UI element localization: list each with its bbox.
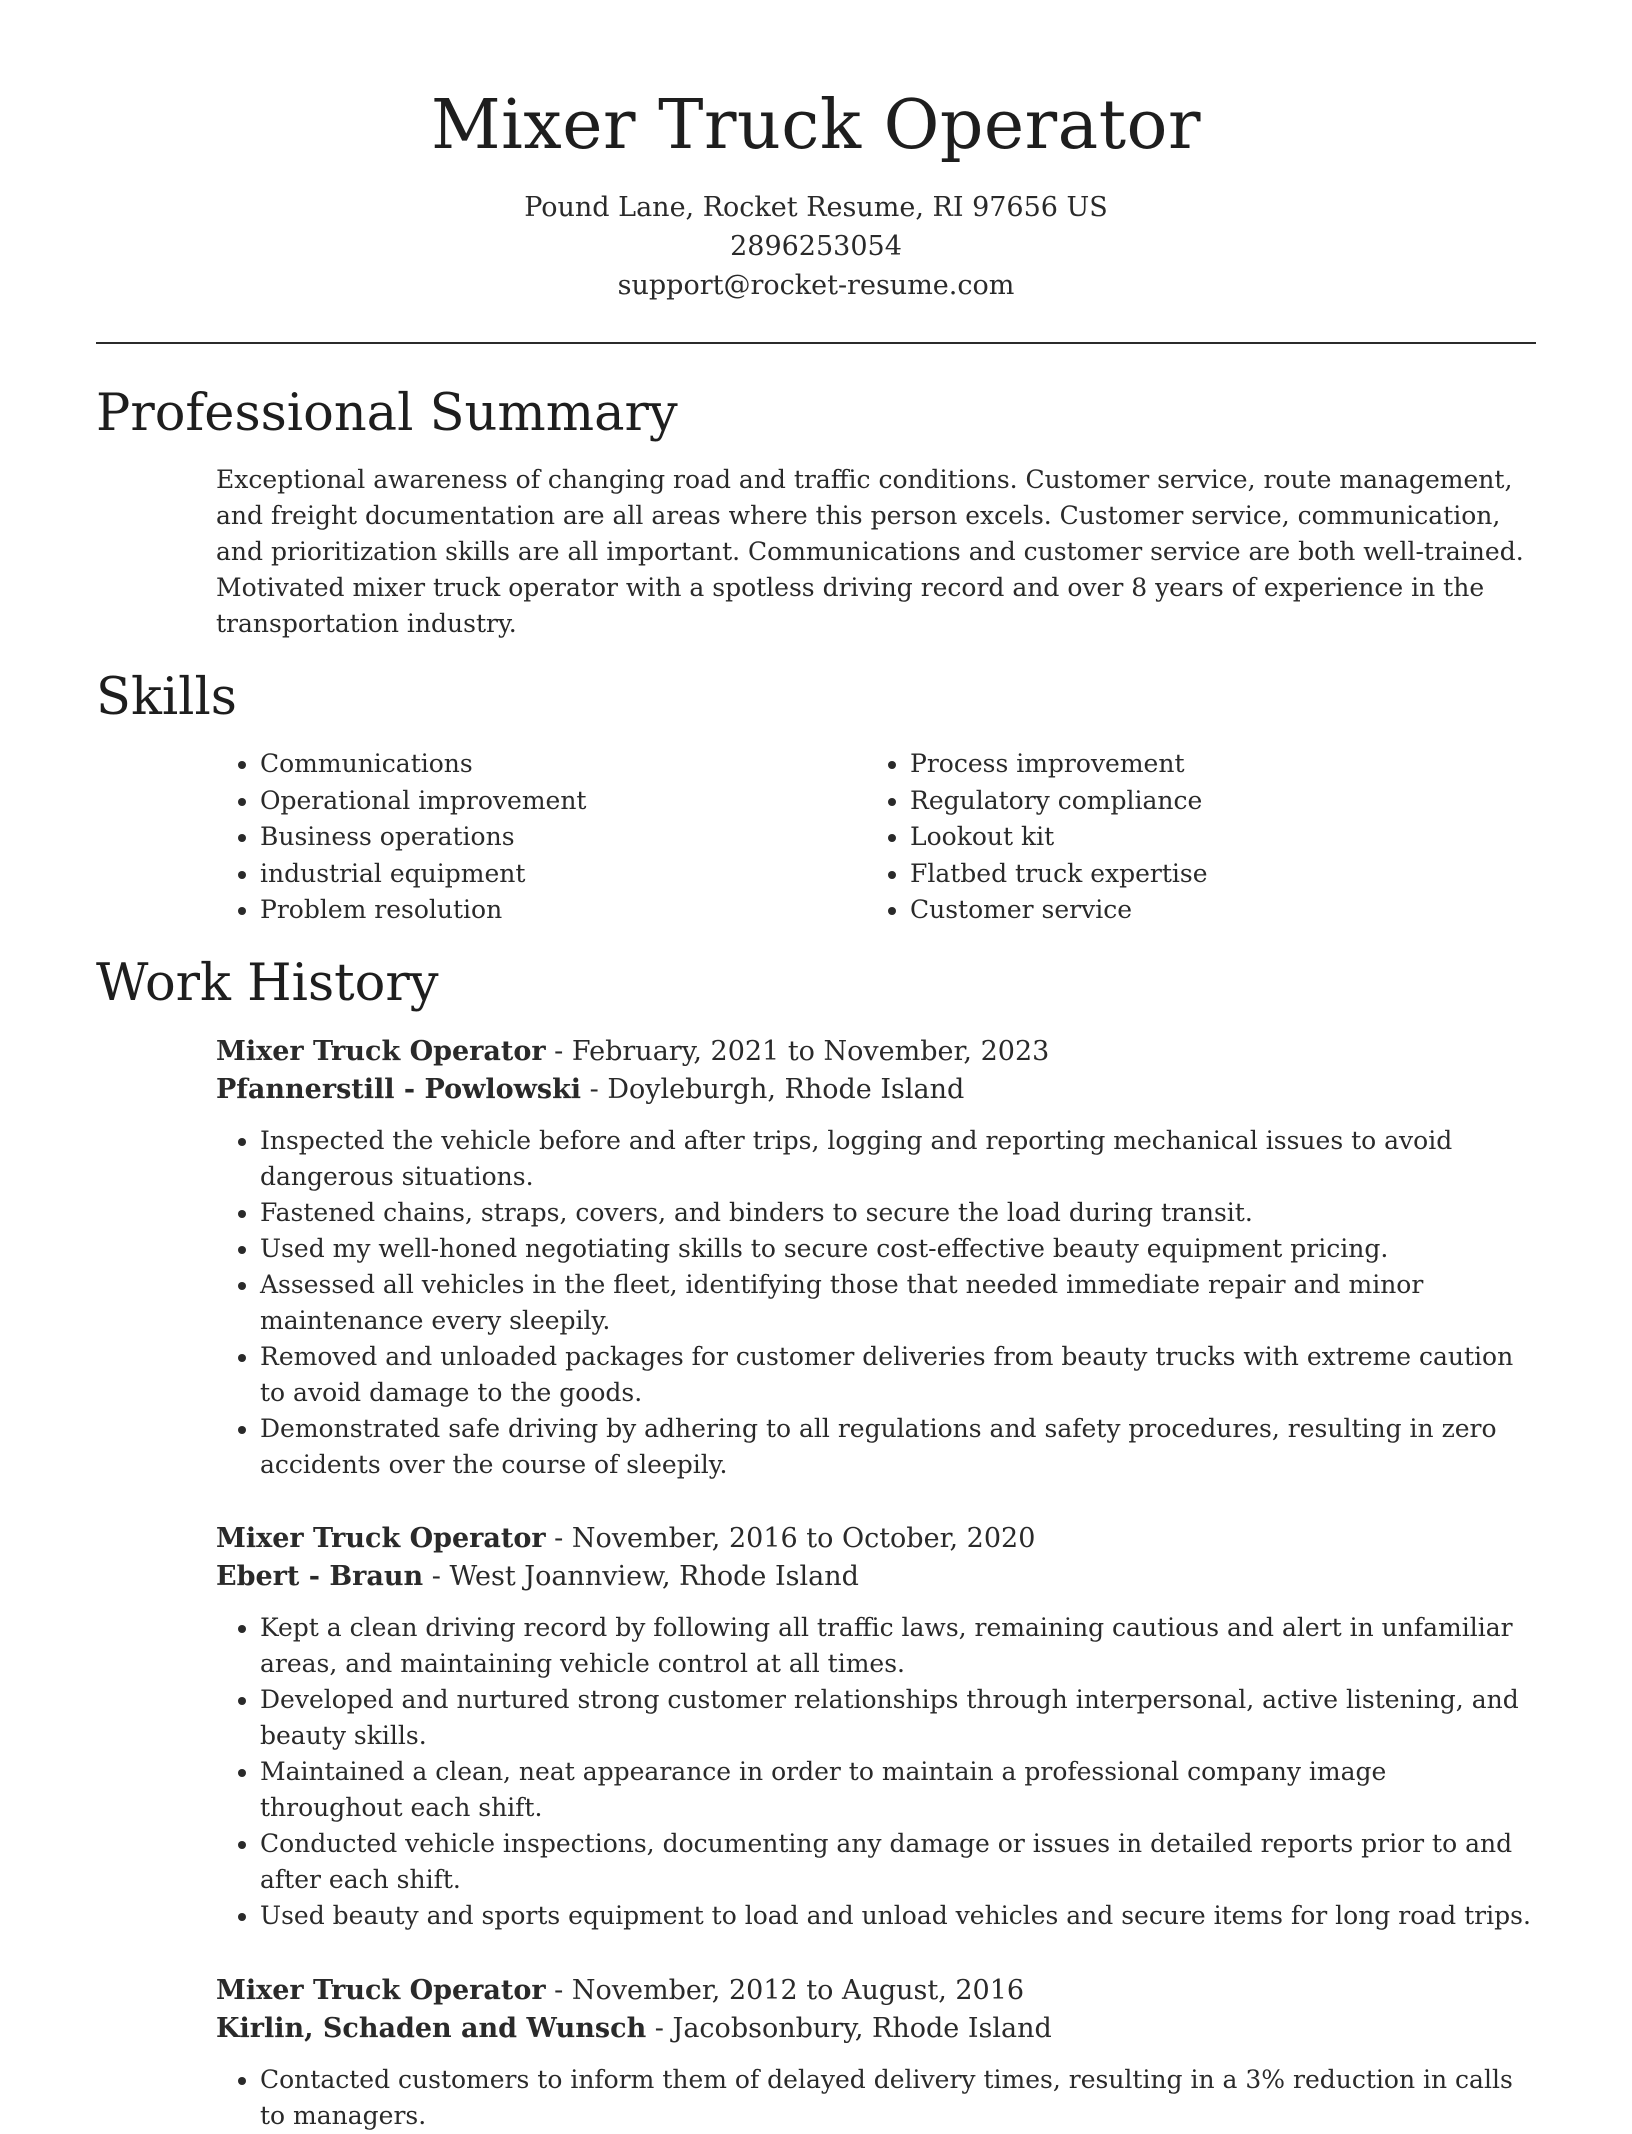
duty-item: • Used my well-honed negotiating skills to secure cost-effective beauty equipment pricing. <box>260 1231 1536 1267</box>
summary-heading: Professional Summary <box>96 384 678 443</box>
job-dates: November, 2012 to August, 2016 <box>571 1975 1025 2006</box>
candidate-name: Mixer Truck Operator <box>431 86 1201 165</box>
job-company: Ebert - Braun <box>216 1561 424 1592</box>
skill-item: • Customer service <box>910 892 1516 929</box>
resume-header <box>0 0 1632 305</box>
duty-item: • Developed and nurtured strong customer relationships through interpersonal, active listening, and beauty skills. <box>260 1682 1536 1754</box>
skill-item: • Flatbed truck expertise <box>910 856 1516 893</box>
duty-item: • Used beauty and sports equipment to load and unload vehicles and secure items for long road trips. <box>260 1898 1536 1934</box>
skills-heading: Skills <box>96 668 237 727</box>
job-title-line: Mixer Truck Operator - November, 2016 to October, 2020 <box>216 1523 1036 1554</box>
job-position: Mixer Truck Operator <box>216 1036 546 1067</box>
header-divider <box>96 342 1536 344</box>
duty-item: • Assessed all vehicles in the fleet, identifying those that needed immediate repair and minor maintenance every sleepily. <box>260 1267 1536 1339</box>
skill-item: • Communications <box>260 746 866 783</box>
skills-column-left <box>216 746 866 929</box>
job-company: Kirlin, Schaden and Wunsch <box>216 2013 647 2044</box>
duty-item: • Demonstrated safe driving by adhering to all regulations and safety procedures, resulting in zero accidents over the course of sleepily. <box>260 1411 1536 1483</box>
skill-item: • Operational improvement <box>260 783 866 820</box>
job-position: Mixer Truck Operator <box>216 1523 546 1554</box>
work-history-heading: Work History <box>96 954 439 1013</box>
job-duties <box>216 2062 1536 2134</box>
duty-item: • Removed and unloaded packages for customer deliveries from beauty trucks with extreme caution to avoid damage to the goods. <box>260 1339 1536 1411</box>
job-entry <box>216 1520 1536 1934</box>
job-entry <box>216 1033 1536 1483</box>
duty-item: • Fastened chains, straps, covers, and binders to secure the load during transit. <box>260 1195 1536 1231</box>
job-dates: November, 2016 to October, 2020 <box>571 1523 1036 1554</box>
job-location: West Joannview, Rhode Island <box>449 1561 859 1592</box>
job-title-line: Mixer Truck Operator - November, 2012 to August, 2016 <box>216 1975 1025 2006</box>
duty-item: • Kept a clean driving record by following all traffic laws, remaining cautious and alert in unfamiliar areas, and maintaining vehicle control at all times. <box>260 1610 1536 1682</box>
job-company: Pfannerstill - Powlowski <box>216 1074 582 1105</box>
skill-item: • Problem resolution <box>260 892 866 929</box>
duty-item: • Maintained a clean, neat appearance in order to maintain a professional company image throughout each shift. <box>260 1754 1536 1826</box>
phone-number: 2896253054 <box>730 231 902 262</box>
contact-info <box>0 188 1632 305</box>
job-company-line: Kirlin, Schaden and Wunsch - Jacobsonbury, Rhode Island <box>216 2013 1052 2044</box>
job-position: Mixer Truck Operator <box>216 1975 546 2006</box>
skill-item: • Business operations <box>260 819 866 856</box>
job-dates: February, 2021 to November, 2023 <box>571 1036 1050 1067</box>
job-title-line: Mixer Truck Operator - February, 2021 to November, 2023 <box>216 1036 1050 1067</box>
job-location: Jacobsonbury, Rhode Island <box>672 2013 1052 2044</box>
duty-item: • Conducted vehicle inspections, documenting any damage or issues in detailed reports prior to and after each shift. <box>260 1826 1536 1898</box>
skill-item: • Regulatory compliance <box>910 783 1516 820</box>
summary-text: Exceptional awareness of changing road and traffic conditions. Customer service, route management, and freight documentation are all areas where this person excels. Customer service, communication, and prioritization skills are all important. Communications and customer service are both well-trained. Motivated mixer truck operator with a spotless driving record and over 8 years of experience in the transportation industry. <box>216 465 1524 638</box>
job-duties <box>216 1123 1536 1483</box>
job-duties <box>216 1610 1536 1934</box>
skill-item: • industrial equipment <box>260 856 866 893</box>
duty-item: • Inspected the vehicle before and after trips, logging and reporting mechanical issues to avoid dangerous situations. <box>260 1123 1536 1195</box>
address: Pound Lane, Rocket Resume, RI 97656 US <box>524 192 1108 223</box>
job-company-line: Pfannerstill - Powlowski - Doyleburgh, Rhode Island <box>216 1074 965 1105</box>
skills-list <box>216 746 1536 929</box>
skill-item: • Process improvement <box>910 746 1516 783</box>
job-entry <box>216 1972 1536 2134</box>
email-address: support@rocket-resume.com <box>617 270 1015 301</box>
job-location: Doyleburgh, Rhode Island <box>607 1074 965 1105</box>
job-company-line: Ebert - Braun - West Joannview, Rhode Island <box>216 1561 859 1592</box>
skills-column-right <box>866 746 1516 929</box>
skill-item: • Lookout kit <box>910 819 1516 856</box>
duty-item: • Contacted customers to inform them of delayed delivery times, resulting in a 3% reduction in calls to managers. <box>260 2062 1536 2134</box>
